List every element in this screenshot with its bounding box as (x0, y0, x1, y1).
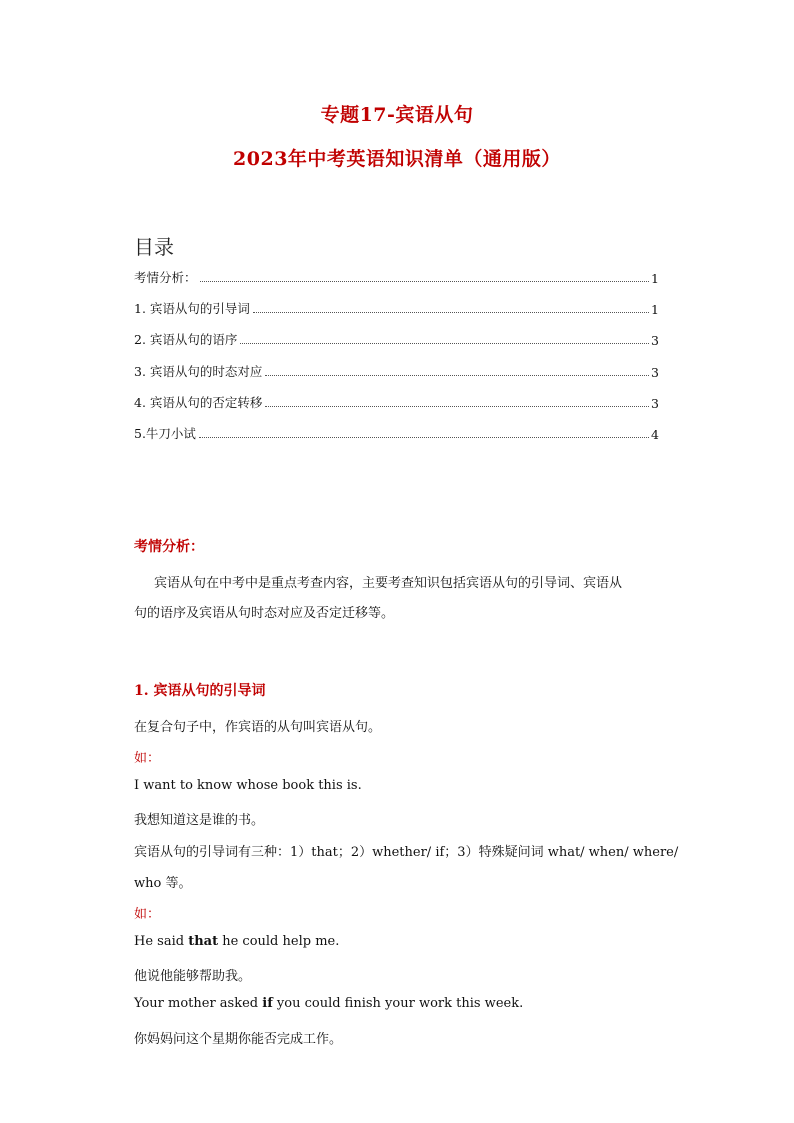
analysis-heading: 考情分析： (134, 539, 204, 555)
keyword-bold: that (188, 934, 219, 949)
example-chinese: 我想知道这是谁的书。 (134, 813, 265, 828)
example-chinese: 他说他能够帮助我。 (134, 969, 252, 984)
example-label: 如： (134, 907, 161, 922)
toc-item-page: 3 (651, 396, 659, 411)
intro-text-line: who 等。 (134, 876, 192, 891)
toc-leader-dots (253, 312, 649, 313)
intro-text-line: 宾语从句的引导词有三种：1）that；2）whether/ if；3）特殊疑问词 what/ when/ where/ (134, 845, 679, 860)
toc-item-label: 3. 宾语从句的时态对应 (134, 364, 263, 379)
document-title: 专题17-宾语从句 (320, 104, 474, 126)
document-subtitle: 2023年中考英语知识清单（通用版） (233, 148, 561, 170)
toc-item[interactable] (134, 424, 659, 442)
toc-item-page: 1 (651, 271, 659, 286)
toc-item-page: 1 (651, 302, 659, 317)
example-english (134, 934, 339, 949)
example-text: he could help me. (218, 934, 340, 949)
toc-leader-dots (265, 406, 649, 407)
example-label: 如： (134, 751, 161, 766)
definition-text: 在复合句子中，作宾语的从句叫宾语从句。 (134, 720, 382, 735)
keyword-bold: if (262, 996, 273, 1011)
toc-leader-dots (240, 343, 649, 344)
toc-item-page: 3 (651, 365, 659, 380)
section-heading: 1. 宾语从句的引导词 (134, 683, 266, 699)
example-english: I want to know whose book this is. (134, 778, 362, 793)
toc-item-label: 5.牛刀小试 (134, 426, 196, 441)
toc-leader-dots (265, 375, 649, 376)
toc-leader-dots (200, 281, 650, 282)
example-text: you could finish your work this week. (272, 996, 524, 1011)
toc-item-label: 2. 宾语从句的语序 (134, 332, 238, 347)
toc-heading: 目录 (134, 235, 174, 259)
toc-item-label: 1. 宾语从句的引导词 (134, 301, 250, 316)
toc-leader-dots (199, 437, 649, 438)
toc-item-page: 3 (651, 333, 659, 348)
toc-item[interactable] (134, 362, 659, 380)
analysis-text-line: 宾语从句在中考中是重点考查内容，主要考查知识包括宾语从句的引导词、宾语从 (154, 576, 623, 591)
example-english (134, 996, 523, 1011)
toc-item[interactable] (134, 299, 659, 317)
toc-item-label: 4. 宾语从句的否定转移 (134, 395, 263, 410)
example-text: He said (134, 934, 189, 949)
toc-item[interactable] (134, 330, 659, 348)
analysis-text-line: 句的语序及宾语从句时态对应及否定迁移等。 (134, 606, 395, 621)
toc-item[interactable] (134, 393, 659, 411)
example-text: Your mother asked (134, 996, 263, 1011)
toc-item-label: 考情分析： (134, 270, 197, 285)
toc-item[interactable] (134, 268, 659, 286)
example-chinese: 你妈妈问这个星期你能否完成工作。 (134, 1032, 343, 1047)
toc-item-page: 4 (651, 427, 659, 442)
